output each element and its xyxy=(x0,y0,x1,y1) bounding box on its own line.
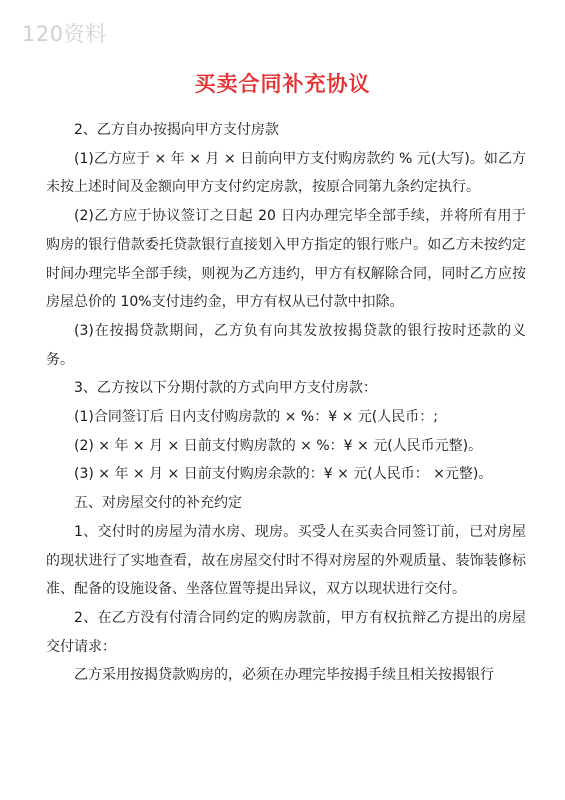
paragraph-7: (2) × 年 × 月 × 日前支付购房款的 × %：¥ × 元(人民币元整)。 xyxy=(74,437,483,454)
document-title: 买卖合同补充协议 xyxy=(194,72,371,96)
paragraph-11: 2、在乙方没有付清合同约定的购房款前，甲方有权抗辩乙方提出的房屋交付请求： xyxy=(46,609,526,655)
watermark-text: 120资料 xyxy=(22,22,107,46)
paragraph-5: 3、乙方按以下分期付款的方式向甲方支付房款： xyxy=(74,380,377,397)
paragraph-10: 1、交付时的房屋为清水房、现房。买受人在买卖合同签订前，已对房屋的现状进行了实地查看，故在房屋交付时不得对房屋的外观质量、装饰装修标准、配备的设施设备、坐落位置等提出异议，双方以现状进行交付。 xyxy=(46,523,526,598)
paragraph-1: 2、乙方自办按揭向甲方支付房款 xyxy=(74,122,279,138)
paragraph-8: (3) × 年 × 月 × 日前支付购房余款的：¥ × 元(人民币： ×元整)。 xyxy=(74,466,493,483)
paragraph-9: 五、对房屋交付的补充约定 xyxy=(74,495,242,512)
paragraph-12: 乙方采用按揭贷款购房的，必须在办理完毕按揭手续且相关按揭银行 xyxy=(74,667,494,684)
document-body xyxy=(46,116,526,690)
paragraph-3: (2)乙方应于协议签订之日起 20 日内办理完毕全部手续，并将所有用于购房的银行借款委托贷款银行直接划入甲方指定的银行账户。如乙方未按约定时间办理完毕全部手续，则视为乙方违约，甲方有权解除合同，同时乙方应按房屋总价的 10%支付违约金，甲方有权从已付款中扣除。 xyxy=(46,208,526,311)
paragraph-2: (1)乙方应于 × 年 × 月 × 日前向甲方支付购房款约 % 元(大写)。如乙方未按上述时间及金额向甲方支付约定房款，按原合同第九条约定执行。 xyxy=(46,150,526,196)
paragraph-6: (1)合同签订后 日内支付购房款的 × %：¥ × 元(人民币：; xyxy=(74,409,438,426)
paragraph-4: (3)在按揭贷款期间，乙方负有向其发放按揭贷款的银行按时还款的义务。 xyxy=(46,322,526,368)
